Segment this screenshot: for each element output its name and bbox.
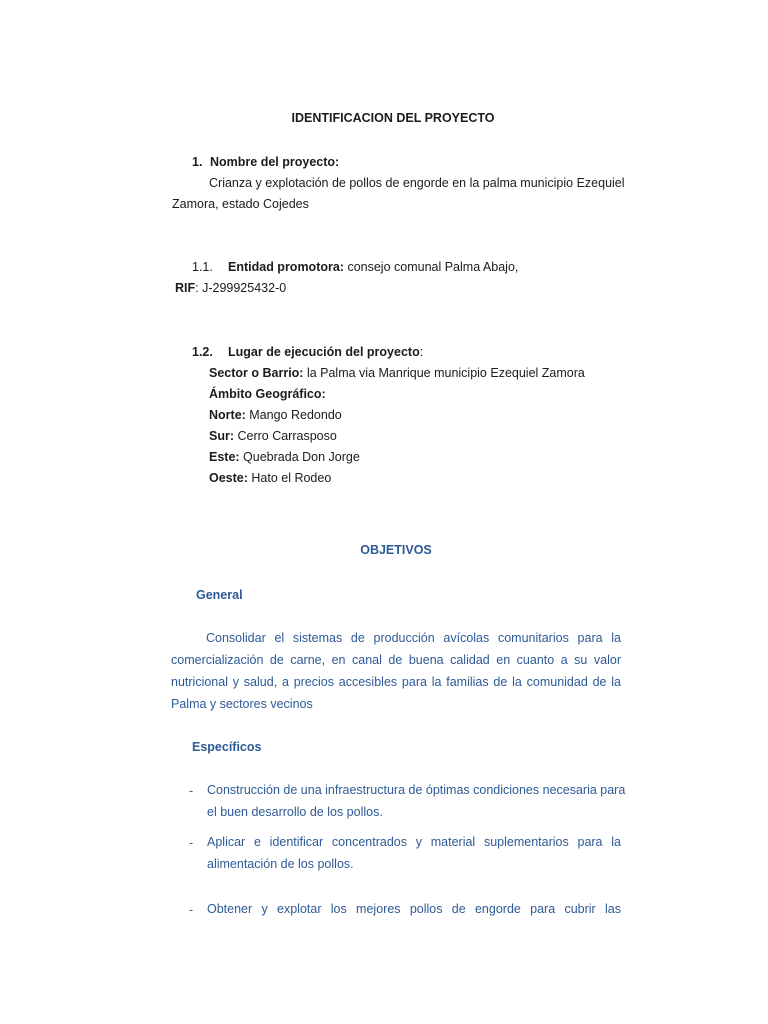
location-label: Este:: [209, 450, 240, 464]
specific-objective-item: [207, 779, 626, 823]
location-value: la Palma via Manrique municipio Ezequiel Zamora: [303, 366, 585, 380]
project-name-line-2: Zamora, estado Cojedes: [172, 197, 309, 211]
general-objective-paragraph: [171, 627, 621, 715]
specific-objective-item: [207, 898, 621, 920]
rif-line: [175, 281, 286, 295]
location-label: Norte:: [209, 408, 246, 422]
section-1-1-number: 1.1.: [192, 260, 213, 274]
paragraph-line: Palma y sectores vecinos: [171, 697, 313, 711]
bullet-dash: -: [189, 903, 194, 917]
location-row-norte: [209, 408, 342, 422]
paragraph-line: Consolidar el sistemas de producción avícolas comunitarios para la: [206, 631, 621, 645]
document-title: IDENTIFICACION DEL PROYECTO: [291, 111, 495, 125]
item-line: Aplicar e identificar concentrados y material suplementarios para la: [207, 835, 621, 849]
location-label: Ámbito Geográfico:: [209, 387, 326, 401]
section-1-1-text: [228, 260, 518, 274]
location-row-sector: [209, 366, 585, 380]
rif-label: RIF: [175, 281, 196, 295]
item-line: Construcción de una infraestructura de óptimas condiciones necesaria para: [207, 783, 626, 797]
project-name-line-1: Crianza y explotación de pollos de engorde en la palma municipio Ezequiel: [209, 176, 625, 190]
entidad-label: Entidad promotora:: [228, 260, 344, 274]
entidad-value: consejo comunal Palma Abajo,: [343, 260, 519, 274]
objetivos-heading: OBJETIVOS: [360, 543, 432, 557]
location-row-ambito: [209, 387, 326, 401]
section-1-2-number: 1.2.: [192, 345, 213, 359]
lugar-heading-colon: :: [419, 345, 424, 359]
bullet-dash: -: [189, 784, 194, 798]
location-label: Sur:: [209, 429, 234, 443]
location-row-este: [209, 450, 360, 464]
section-1-heading: Nombre del proyecto:: [210, 155, 340, 169]
location-value: Hato el Rodeo: [247, 471, 332, 485]
item-line: Obtener y explotar los mejores pollos de engorde para cubrir las: [207, 902, 621, 916]
section-1-number: 1.: [192, 155, 203, 169]
location-value: Cerro Carrasposo: [234, 429, 337, 443]
item-line: alimentación de los pollos.: [207, 857, 354, 871]
rif-value: : J-299925432-0: [195, 281, 287, 295]
general-heading: General: [196, 588, 243, 602]
item-line: el buen desarrollo de los pollos.: [207, 805, 383, 819]
location-value: Quebrada Don Jorge: [239, 450, 360, 464]
paragraph-line: comercialización de carne, en canal de buena calidad en cuanto a su valor: [171, 653, 621, 667]
location-row-oeste: [209, 471, 331, 485]
bullet-dash: -: [189, 836, 194, 850]
section-1-2-heading: [228, 345, 423, 359]
location-value: Mango Redondo: [245, 408, 342, 422]
especificos-heading: Específicos: [192, 740, 262, 754]
specific-objective-item: [207, 831, 621, 875]
location-label: Sector o Barrio:: [209, 366, 304, 380]
location-row-sur: [209, 429, 337, 443]
paragraph-line: nutricional y salud, a precios accesibles para la familias de la comunidad de la: [171, 675, 621, 689]
lugar-heading-text: Lugar de ejecución del proyecto: [228, 345, 420, 359]
location-label: Oeste:: [209, 471, 248, 485]
